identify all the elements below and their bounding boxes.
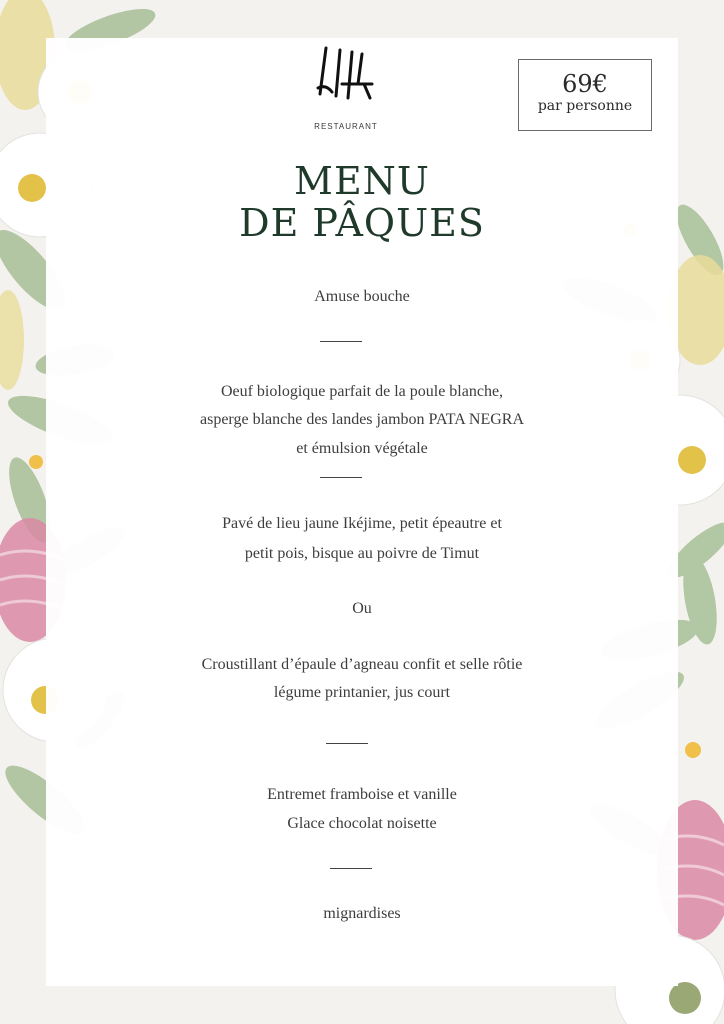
plat2-line: Croustillant d’épaule d’agneau confit et selle rôtie xyxy=(201,656,523,673)
entree-line: asperge blanche des landes jambon PATA NEGRA xyxy=(200,411,524,428)
menu-title-line2: DE PÂQUES xyxy=(239,201,485,245)
divider xyxy=(330,868,372,869)
plat1-line: Pavé de lieu jaune Ikéjime, petit épeautre et xyxy=(222,515,502,532)
or-separator: Ou xyxy=(352,600,372,617)
plat1-line: petit pois, bisque au poivre de Timut xyxy=(244,545,480,562)
logo-label: RESTAURANT xyxy=(314,122,378,131)
dessert-line: Glace chocolat noisette xyxy=(287,815,437,832)
divider xyxy=(320,341,362,342)
amuse-bouche: Amuse bouche xyxy=(314,288,410,305)
dessert-line: Entremet framboise et vanille xyxy=(267,786,457,803)
entree-line: Oeuf biologique parfait de la poule blanche, xyxy=(220,383,504,400)
price-amount: 69€ xyxy=(562,70,608,98)
price-box xyxy=(518,59,652,131)
price-unit: par personne xyxy=(537,98,633,114)
entree-line: et émulsion végétale xyxy=(296,440,428,457)
divider xyxy=(320,477,362,478)
menu-title-line1: MENU xyxy=(294,159,430,203)
restaurant-logo-icon xyxy=(312,44,382,114)
plat2-line: légume printanier, jus court xyxy=(273,684,451,701)
mignardises: mignardises xyxy=(323,905,401,922)
divider xyxy=(326,743,368,744)
